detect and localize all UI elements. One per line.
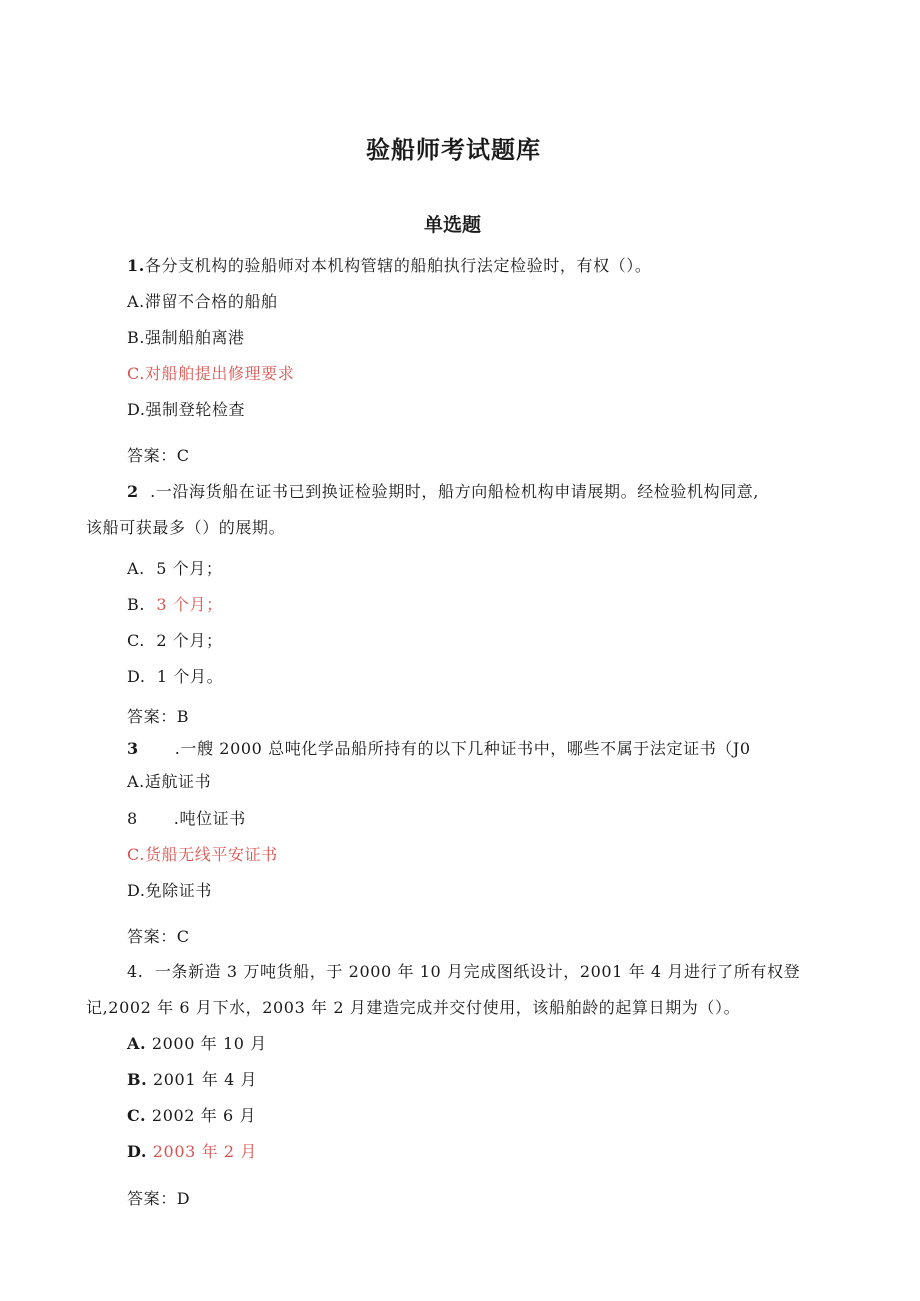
question-4-option-a: [127, 1031, 267, 1054]
question-4-option-c-text: 2002 年 6 月: [151, 1106, 257, 1125]
question-2-option-c-text: 2 个月；: [156, 631, 223, 650]
question-1-text: 各分支机构的验船师对本机构管辖的船舶执行法定检验时，有权（）。: [144, 256, 652, 275]
question-1-option-b: B.强制船舶离港: [127, 328, 245, 347]
question-4-stem-line-2: 记,2002 年 6 月下水，2003 年 2 月建造完成并交付使用，该船舶龄的起算日期为（）。: [86, 998, 741, 1017]
question-4-option-b-text: 2001 年 4 月: [152, 1070, 258, 1089]
question-4-text: 一条新造 3 万吨货船，于 2000 年 10 月完成图纸设计，2001 年 4 月进行了所有权登: [154, 962, 801, 981]
question-2-number: 2: [127, 482, 139, 501]
question-2-option-c-label: C.: [127, 631, 145, 650]
question-4-option-b-label: B.: [127, 1070, 148, 1089]
question-4-option-a-label: A.: [127, 1034, 147, 1053]
question-1-option-a: A.滞留不合格的船舶: [127, 292, 278, 311]
question-3-option-a: A.适航证书: [127, 772, 212, 791]
question-2-option-d: [127, 664, 223, 687]
question-2-option-a-label: A.: [127, 559, 145, 578]
question-2-option-b: [127, 592, 223, 615]
section-title: 单选题: [424, 214, 482, 236]
question-1-number: 1.: [127, 256, 145, 275]
page-title: 验船师考试题库: [366, 136, 541, 164]
question-3-option-d: D.免除证书: [127, 881, 212, 900]
question-2-option-a: [127, 556, 223, 579]
question-3-text: .一艘 2000 总吨化学品船所持有的以下几种证书中，哪些不属于法定证书（J0: [174, 739, 751, 758]
question-4-option-a-text: 2000 年 10 月: [151, 1034, 267, 1053]
question-4-option-d-text: 2003 年 2 月: [152, 1142, 257, 1161]
question-4-number: 4.: [127, 962, 144, 981]
question-3-option-b: [127, 806, 246, 829]
question-3-option-c: C.货船无线平安证书: [127, 845, 278, 864]
question-2-option-b-text: 3 个月；: [156, 595, 223, 614]
question-3-stem: [127, 736, 751, 759]
question-1-answer: 答案：C: [127, 446, 190, 465]
question-4-option-d-label: D.: [127, 1142, 148, 1161]
question-3-option-b-text: .吨位证书: [173, 809, 246, 828]
question-1-stem: [127, 253, 652, 276]
question-2-option-a-text: 5 个月；: [156, 559, 223, 578]
question-1-option-d: D.强制登轮检查: [127, 400, 246, 419]
question-3-option-b-number: 8: [127, 809, 138, 828]
question-4-option-d: [127, 1139, 257, 1162]
question-2-stem-line-2: 该船可获最多（）的展期。: [86, 518, 286, 537]
question-1-option-c: C.对船舶提出修理要求: [127, 364, 295, 383]
question-2-option-c: [127, 628, 223, 651]
question-3-number: 3: [127, 739, 139, 758]
question-2-option-d-text: 1 个月。: [156, 667, 224, 686]
question-2-option-b-label: B.: [127, 595, 146, 614]
question-4-option-c: [127, 1103, 256, 1126]
question-4-option-b: [127, 1067, 257, 1090]
question-3-answer: 答案：C: [127, 927, 190, 946]
question-4-answer: 答案：D: [127, 1189, 191, 1208]
question-2-answer: 答案：B: [127, 707, 190, 726]
question-2-text: .一沿海货船在证书已到换证检验期时，船方向船检机构申请展期。经检验机构同意,: [150, 482, 760, 501]
question-2-option-d-label: D.: [127, 667, 146, 686]
question-4-stem-line-1: [127, 959, 800, 982]
question-2-stem-line-1: [127, 479, 759, 502]
question-4-option-c-label: C.: [127, 1106, 147, 1125]
